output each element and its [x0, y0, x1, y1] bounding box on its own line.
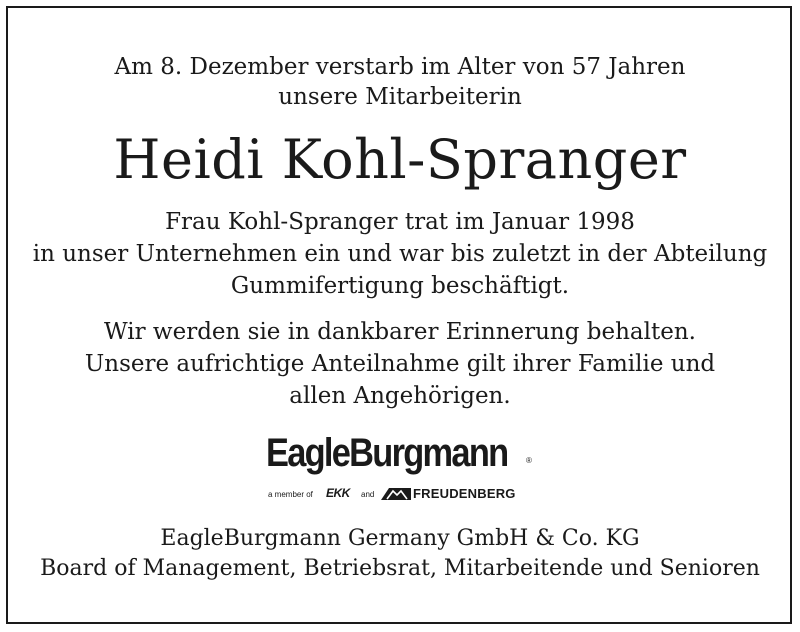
logo-wordmark: EagleBurgmann: [266, 431, 508, 475]
bio-line: Gummifertigung beschäftigt.: [230, 273, 570, 299]
bio-line: Frau Kohl-Spranger trat im Januar 1998: [165, 209, 635, 235]
member-prefix: a member of: [268, 490, 313, 499]
registered-mark: ®: [526, 456, 532, 465]
freudenberg-logo-text: FREUDENBERG: [413, 486, 516, 501]
condolence-line: allen Angehörigen.: [289, 383, 511, 409]
intro-text: [0, 52, 800, 112]
condolence-line: Unsere aufrichtige Anteilnahme gilt ihrer Familie und: [84, 351, 716, 377]
intro-line: Am 8. Dezember verstarb im Alter von 57 Jahren: [114, 54, 686, 80]
eagleburgmann-logo: [266, 430, 536, 504]
ekk-logo: EKK: [326, 486, 350, 500]
member-and: and: [361, 490, 375, 499]
condolence-text: [0, 316, 800, 412]
signatories: Board of Management, Betriebsrat, Mitarbeitende und Senioren: [40, 556, 760, 581]
condolence-line: Wir werden sie in dankbarer Erinnerung behalten.: [104, 319, 696, 345]
deceased-name: Heidi Kohl-Spranger: [113, 128, 687, 191]
member-of-line: [266, 486, 536, 502]
biography-text: [0, 206, 800, 302]
bio-line: in unser Unternehmen ein und war bis zuletzt in der Abteilung: [32, 241, 768, 267]
freudenberg-mark-icon: [381, 488, 411, 500]
intro-line: unsere Mitarbeiterin: [278, 84, 522, 110]
company-name: EagleBurgmann Germany GmbH & Co. KG: [160, 526, 640, 551]
signature-block: [0, 524, 800, 584]
